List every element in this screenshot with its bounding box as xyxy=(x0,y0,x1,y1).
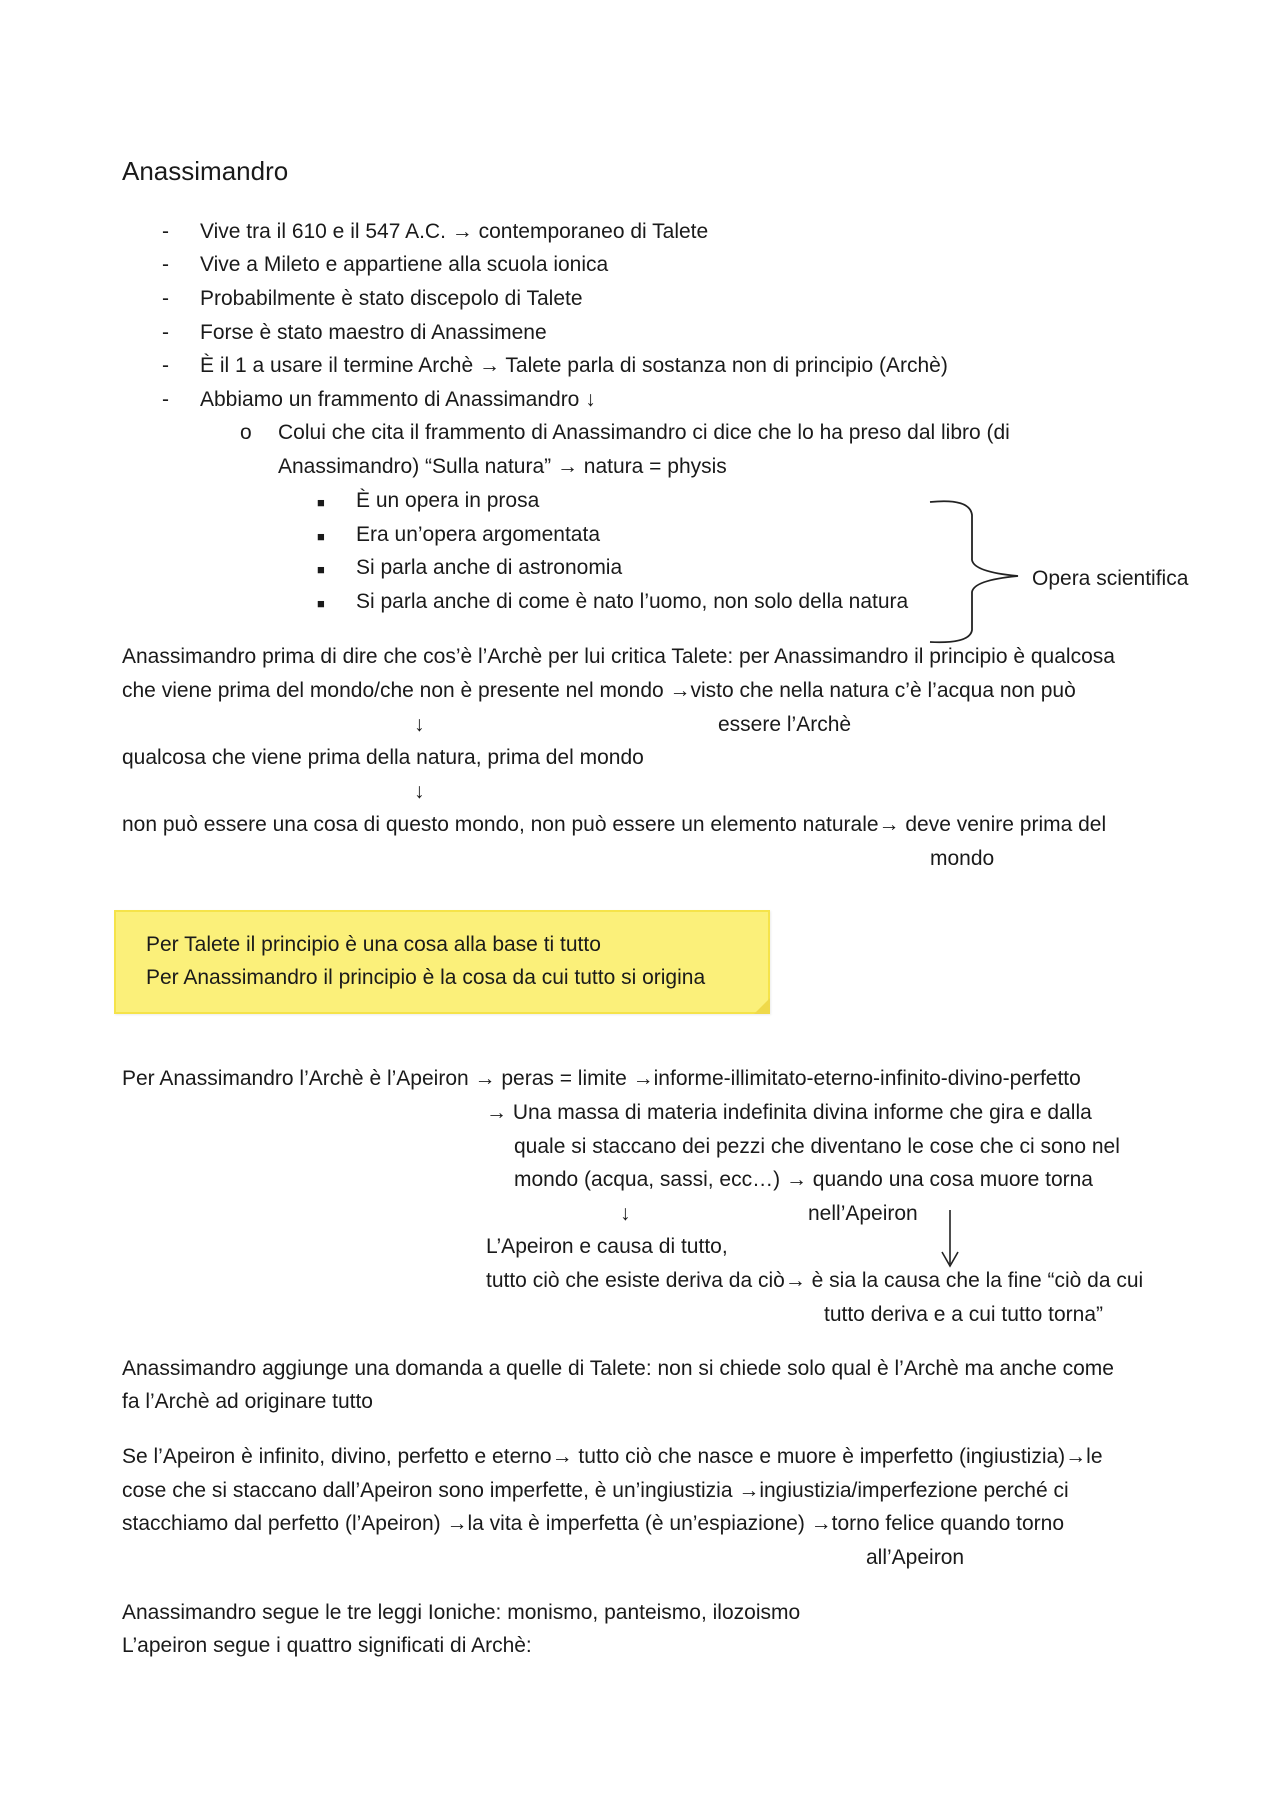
paragraph-line: essere l’Archè xyxy=(718,713,852,736)
paragraph-line: quale si staccano dei pezzi che diventano le cose che ci sono nel xyxy=(514,1135,1120,1158)
curly-brace-shape xyxy=(930,501,1018,642)
paragraph-line: Anassimandro prima di dire che cos’è l’Archè per lui critica Talete: per Anassimandro il principio è qualcosa xyxy=(122,645,1115,668)
bullet-marker: - xyxy=(162,253,169,276)
paragraph-line: mondo xyxy=(930,847,995,870)
paragraph-line: Per Anassimandro l’Archè è l’Apeiron → peras = limite →informe-illimitato-eterno-infinito-divino-perfetto xyxy=(122,1067,1081,1090)
square-bullet-marker: ■ xyxy=(317,495,325,510)
paragraph-line: cose che si staccano dall’Apeiron sono imperfette, è un’ingiustizia →ingiustizia/imperfezione perché ci xyxy=(122,1479,1069,1502)
note-line: Per Anassimandro il principio è la cosa da cui tutto si origina xyxy=(146,966,706,989)
square-bullet-marker: ■ xyxy=(317,596,325,611)
paragraph-line: fa l’Archè ad originare tutto xyxy=(122,1390,373,1413)
brace-label: Opera scientifica xyxy=(1032,567,1189,590)
down-arrow-line-icon xyxy=(942,1210,958,1266)
paragraph-line: tutto deriva e a cui tutto torna” xyxy=(824,1303,1103,1326)
paragraph-line: L’Apeiron e causa di tutto, xyxy=(486,1235,728,1258)
bullet-item: Forse è stato maestro di Anassimene xyxy=(200,321,547,344)
bullet-item: Abbiamo un frammento di Anassimandro ↓ xyxy=(200,388,596,411)
note-line: Per Talete il principio è una cosa alla base ti tutto xyxy=(146,933,601,956)
paragraph-line: tutto ciò che esiste deriva da ciò→ è sia la causa che la fine “ciò da cui xyxy=(486,1269,1144,1292)
bullet-marker: - xyxy=(162,388,169,411)
page-title: Anassimandro xyxy=(122,156,289,186)
square-bullet-marker: ■ xyxy=(317,529,325,544)
paragraph-line: qualcosa che viene prima della natura, prima del mondo xyxy=(122,746,644,769)
sub-bullet-marker: o xyxy=(240,421,252,444)
bullet-marker: - xyxy=(162,321,169,344)
sub-sub-bullet-item: È un opera in prosa xyxy=(356,489,540,512)
sub-bullet-line: Anassimandro) “Sulla natura” → natura = physis xyxy=(278,455,727,478)
paragraph-line: che viene prima del mondo/che non è presente nel mondo →visto che nella natura c’è l’acqua non può xyxy=(122,679,1076,702)
paragraph-line: non può essere una cosa di questo mondo, non può essere un elemento naturale→ deve venire prima del xyxy=(122,813,1107,836)
down-arrow: ↓ xyxy=(414,780,425,803)
paragraph-line: Se l’Apeiron è infinito, divino, perfetto e eterno→ tutto ciò che nasce e muore è imperfetto (ingiustizia)→le xyxy=(122,1445,1103,1468)
square-bullet-marker: ■ xyxy=(317,562,325,577)
paragraph-line: Anassimandro segue le tre leggi Ioniche: monismo, panteismo, ilozoismo xyxy=(122,1601,801,1624)
bullet-marker: - xyxy=(162,354,169,377)
paragraph-line: mondo (acqua, sassi, ecc…) → quando una cosa muore torna xyxy=(514,1168,1093,1191)
down-arrow: ↓ xyxy=(414,713,425,736)
sub-bullet-line: Colui che cita il frammento di Anassimandro ci dice che lo ha preso dal libro (di xyxy=(278,421,1010,444)
down-arrow: ↓ xyxy=(620,1202,631,1225)
sub-sub-bullet-item: Si parla anche di astronomia xyxy=(356,556,623,579)
bullet-marker: - xyxy=(162,287,169,310)
bullet-marker: - xyxy=(162,220,169,243)
bullet-item: Probabilmente è stato discepolo di Talete xyxy=(200,287,583,310)
bullet-item: È il 1 a usare il termine Archè → Talete parla di sostanza non di principio (Archè) xyxy=(200,354,948,377)
sub-sub-bullet-item: Era un’opera argomentata xyxy=(356,523,600,546)
paragraph-line: nell’Apeiron xyxy=(808,1202,918,1225)
bullet-item: Vive a Mileto e appartiene alla scuola ionica xyxy=(200,253,609,276)
paragraph-line: all’Apeiron xyxy=(866,1546,965,1569)
sub-sub-bullet-item: Si parla anche di come è nato l’uomo, non solo della natura xyxy=(356,590,909,613)
paragraph-line: L’apeiron segue i quattro significati di Archè: xyxy=(122,1634,532,1657)
paragraph-line: Anassimandro aggiunge una domanda a quelle di Talete: non si chiede solo qual è l’Archè ma anche come xyxy=(122,1357,1114,1380)
sticky-note-fold xyxy=(754,998,770,1014)
paragraph-line: stacchiamo dal perfetto (l’Apeiron) →la vita è imperfetta (è un’espiazione) →torno felice quando torno xyxy=(122,1512,1064,1535)
paragraph-line: → Una massa di materia indefinita divina informe che gira e dalla xyxy=(486,1101,1092,1124)
bullet-item: Vive tra il 610 e il 547 A.C. → contemporaneo di Talete xyxy=(200,220,709,243)
